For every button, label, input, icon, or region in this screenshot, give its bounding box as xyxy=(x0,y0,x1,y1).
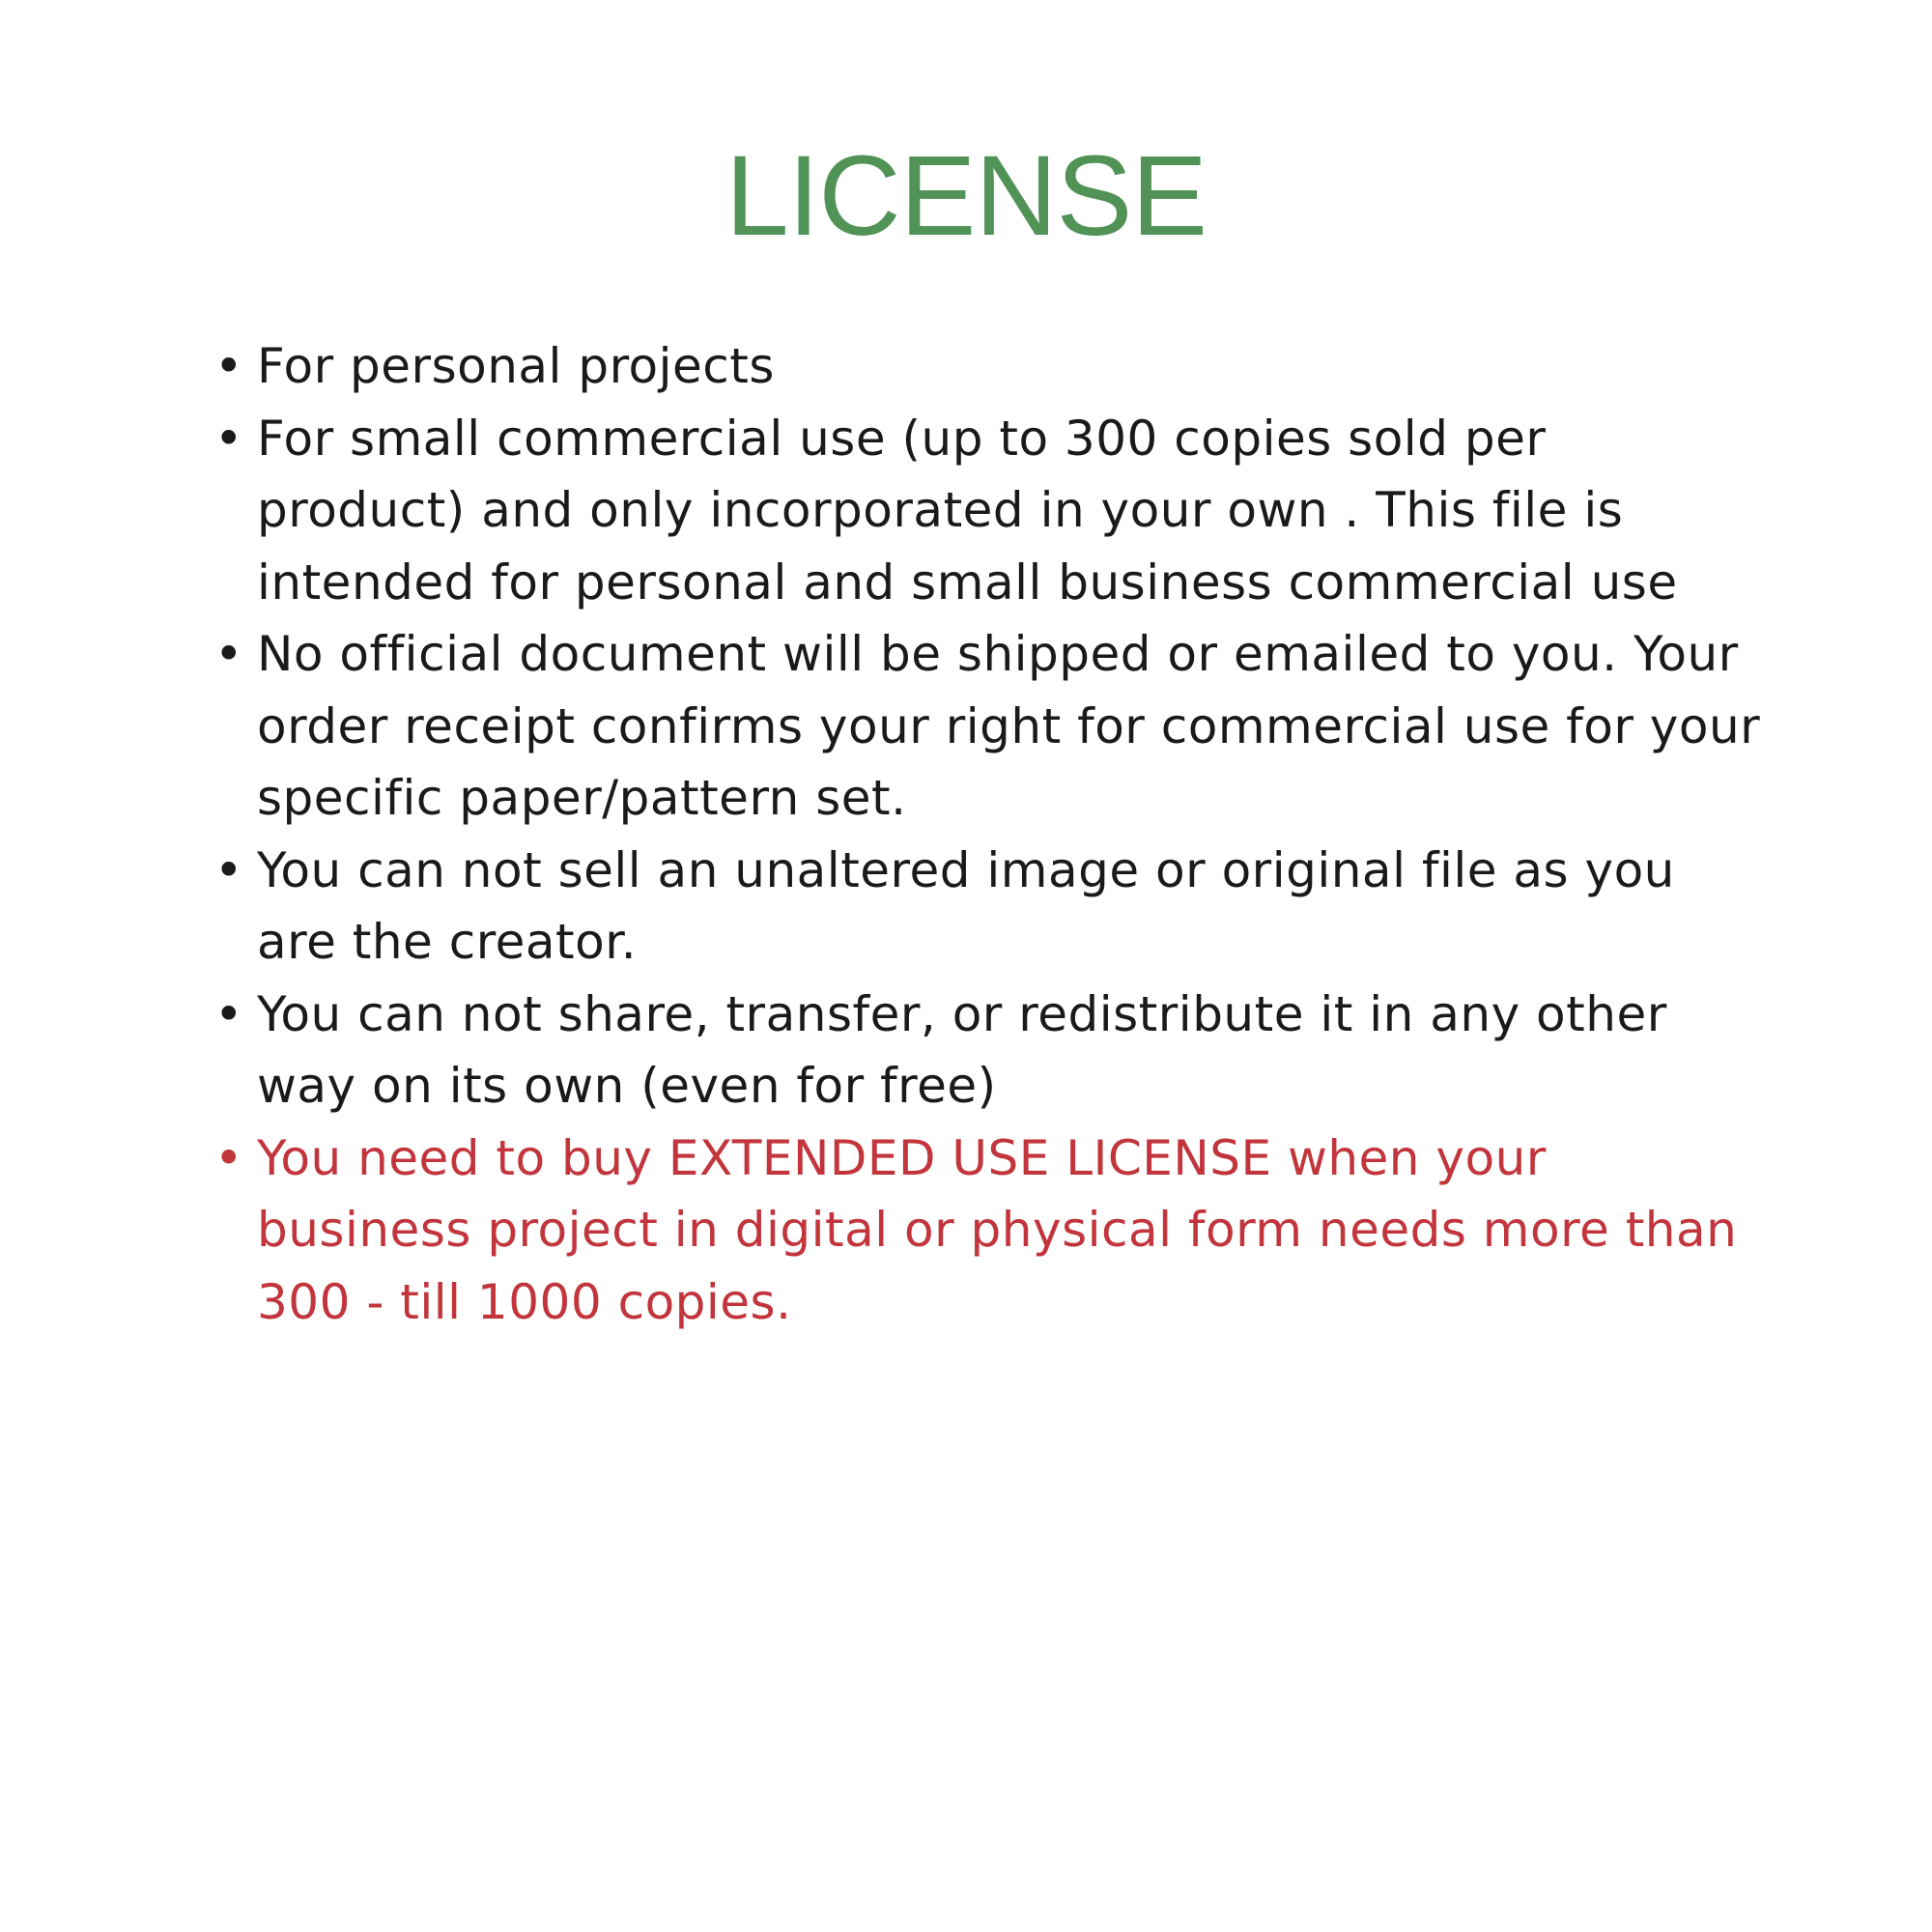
bullet-icon: • xyxy=(214,1129,243,1186)
list-item-text: You can not share, transfer, or redistribute it in any other way on its own (even for free) xyxy=(257,985,1667,1114)
list-item-text: You need to buy EXTENDED USE LICENSE when your business project in digital or physical form needs more than 300 - till 1000 copies. xyxy=(257,1129,1738,1330)
page-title: LICENSE xyxy=(725,132,1207,260)
list-item-text: You can not sell an unaltered image or original file as you are the creator. xyxy=(257,841,1675,970)
list-item-text: No official document will be shipped or emailed to you. Your order receipt confirms your right for commercial use for your specific paper/pattern set. xyxy=(257,626,1761,826)
bullet-icon: • xyxy=(214,841,243,898)
bullet-icon: • xyxy=(214,985,243,1042)
bullet-icon: • xyxy=(214,626,243,682)
list-item xyxy=(214,403,1764,619)
license-terms-list xyxy=(214,330,1764,1338)
extended-license-notice xyxy=(214,1122,1764,1339)
list-item-text: For personal projects xyxy=(257,338,775,394)
list-item xyxy=(214,835,1764,979)
list-item xyxy=(214,330,1764,403)
list-item xyxy=(214,979,1764,1122)
bullet-icon: • xyxy=(214,338,243,394)
list-item-text: For small commercial use (up to 300 copies sold per product) and only incorporated in your own . This file is intended for personal and small business commercial use xyxy=(257,410,1678,611)
bullet-icon: • xyxy=(214,410,243,467)
list-item xyxy=(214,618,1764,835)
